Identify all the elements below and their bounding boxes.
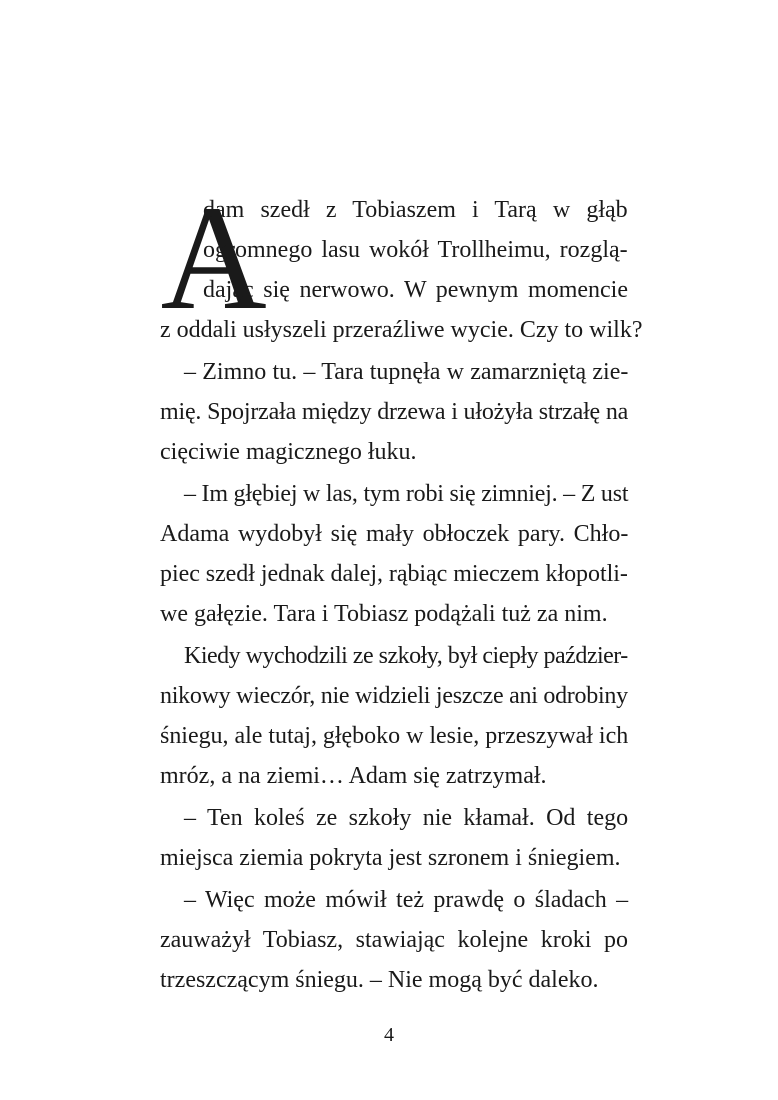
text-line: – Im głębiej w las, tym robi się zimniej. – Z ust [184,481,629,507]
text-line: zauważył Tobiasz, stawiając kolejne kroki po [160,927,629,953]
drop-cap-letter: A [160,175,267,341]
text-line: ogromnego lasu wokół Trollheimu, rozglą- [203,237,628,263]
text-line: dając się nerwowo. W pewnym momencie [203,277,628,303]
text-line: dam szedł z Tobiaszem i Tarą w głąb [203,197,628,223]
text-line: mię. Spojrzała między drzewa i ułożyła strzałę na [160,399,629,425]
text-line: cięciwie magicznego łuku. [160,439,417,465]
text-line: nikowy wieczór, nie widzieli jeszcze ani odrobiny [160,683,628,709]
text-line: – Więc może mówił też prawdę o śladach – [184,887,629,913]
text-line: miejsca ziemia pokryta jest szronem i śniegiem. [160,845,621,871]
text-line: – Zimno tu. – Tara tupnęła w zamarzniętą zie- [184,359,629,385]
text-line: Kiedy wychodzili ze szkoły, był ciepły paździer- [184,643,628,669]
text-line: – Ten koleś ze szkoły nie kłamał. Od tego [184,805,629,831]
text-line: Adama wydobył się mały obłoczek pary. Chło- [160,521,629,547]
text-line: z oddali usłyszeli przeraźliwe wycie. Czy to wilk? [160,317,643,343]
text-line: we gałęzie. Tara i Tobiasz podążali tuż za nim. [160,601,608,627]
text-line: mróz, a na ziemi… Adam się zatrzymał. [160,763,547,789]
text-line: trzeszczącym śniegu. – Nie mogą być daleko. [160,967,599,993]
page-number: 4 [384,1024,394,1046]
text-line: śniegu, ale tutaj, głęboko w lesie, przeszywał ich [160,723,629,749]
text-line: piec szedł jednak dalej, rąbiąc mieczem kłopotli- [160,561,628,587]
